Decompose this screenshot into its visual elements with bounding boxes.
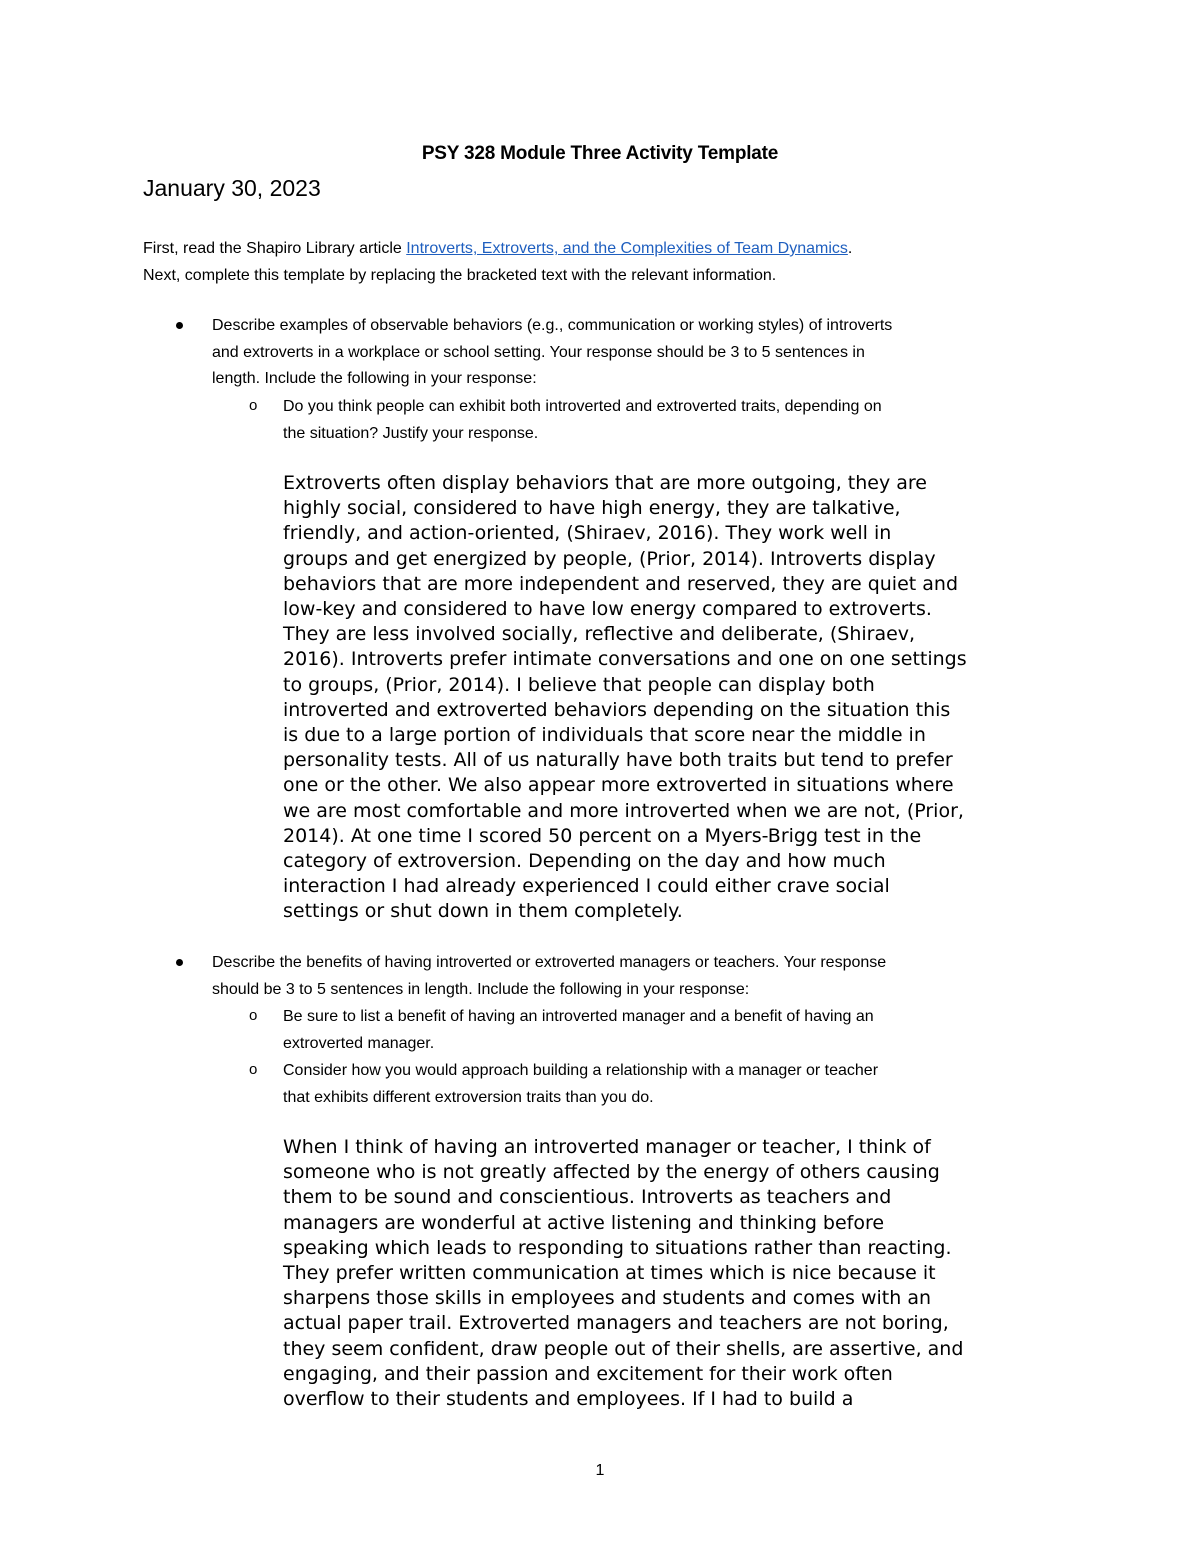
prompt-line: Describe the benefits of having introverted or extroverted managers or teachers. Your response — [212, 954, 887, 971]
page-number: 1 — [595, 1462, 605, 1479]
answer-line: groups and get energized by people, (Prior, 2014). Introverts display — [283, 547, 936, 570]
answer-line: sharpens those skills in employees and students and comes with an — [283, 1287, 932, 1310]
section2-sub-prompt-2 — [283, 1057, 1063, 1111]
sub-bullet-icon: o — [249, 1007, 258, 1024]
prompt-line: and extroverts in a workplace or school setting. Your response should be 3 to 5 sentences in — [212, 343, 865, 361]
answer-line: friendly, and action-oriented, (Shiraev, 2016). They work well in — [283, 522, 892, 545]
answer-line: introverted and extroverted behaviors depending on the situation this — [283, 698, 951, 721]
section1-answer — [283, 471, 1073, 925]
answer-line: When I think of having an introverted manager or teacher, I think of — [283, 1136, 931, 1158]
answer-line: managers are wonderful at active listening and thinking before — [283, 1211, 885, 1234]
intro-suffix: . — [847, 240, 853, 257]
intro-prefix: First, read the Shapiro Library article — [143, 240, 407, 257]
answer-line: they seem confident, draw people out of their shells, are assertive, and — [283, 1337, 964, 1360]
article-link[interactable]: Introverts, Extroverts, and the Complexities of Team Dynamics — [406, 240, 848, 257]
section2-sub-prompt-1 — [283, 1003, 1063, 1057]
document-date: January 30, 2023 — [143, 175, 321, 201]
answer-line: to groups, (Prior, 2014). I believe that people can display both — [283, 673, 875, 696]
section1-sub-prompt — [283, 393, 1063, 447]
sub-prompt-line: Consider how you would approach building a relationship with a manager or teacher — [283, 1062, 879, 1079]
sub-prompt-line: Be sure to list a benefit of having an introverted manager and a benefit of having an — [283, 1008, 874, 1025]
intro-line-2: Next, complete this template by replacing the bracketed text with the relevant information. — [143, 266, 777, 284]
bullet-icon — [176, 322, 183, 329]
answer-line: They prefer written communication at times which is nice because it — [283, 1262, 936, 1285]
answer-line: highly social, considered to have high energy, they are talkative, — [283, 497, 901, 520]
answer-line: category of extroversion. Depending on the day and how much — [283, 850, 886, 873]
section2-answer — [283, 1135, 1073, 1412]
answer-line: one or the other. We also appear more extroverted in situations where — [283, 774, 954, 797]
answer-line: them to be sound and conscientious. Introverts as teachers and — [283, 1186, 892, 1209]
answer-line: we are most comfortable and more introverted when we are not, (Prior, — [283, 799, 964, 822]
answer-line: personality tests. All of us naturally have both traits but tend to prefer — [283, 749, 953, 772]
answer-line: actual paper trail. Extroverted managers and teachers are not boring, — [283, 1312, 949, 1335]
answer-line: 2016). Introverts prefer intimate conversations and one on one settings — [283, 648, 967, 671]
answer-line: They are less involved socially, reflective and deliberate, (Shiraev, — [283, 623, 916, 646]
prompt-line: length. Include the following in your response: — [212, 370, 537, 387]
answer-line: low-key and considered to have low energy compared to extroverts. — [283, 598, 932, 621]
answer-line: interaction I had already experienced I could either crave social — [283, 875, 890, 898]
intro-paragraph — [143, 236, 1063, 289]
sub-prompt-line: the situation? Justify your response. — [283, 425, 539, 442]
sub-bullet-icon: o — [249, 1061, 258, 1078]
prompt-line: Describe examples of observable behaviors (e.g., communication or working styles) of introverts — [212, 317, 893, 334]
answer-line: behaviors that are more independent and reserved, they are quiet and — [283, 572, 959, 595]
section1-prompt — [212, 313, 1072, 393]
sub-prompt-line: Do you think people can exhibit both introverted and extroverted traits, depending on — [283, 398, 882, 415]
answer-line: 2014). At one time I scored 50 percent on a Myers-Brigg test in the — [283, 824, 922, 847]
document-title: PSY 328 Module Three Activity Template — [421, 143, 779, 164]
answer-line: settings or shut down in them completely. — [283, 900, 683, 923]
answer-line: someone who is not greatly affected by the energy of others causing — [283, 1161, 940, 1184]
intro-line-1 — [143, 236, 1063, 263]
prompt-line: should be 3 to 5 sentences in length. Include the following in your response: — [212, 980, 750, 998]
sub-prompt-line: that exhibits different extroversion traits than you do. — [283, 1089, 654, 1106]
answer-line: Extroverts often display behaviors that are more outgoing, they are — [283, 472, 927, 494]
bullet-icon — [176, 959, 183, 966]
sub-prompt-line: extroverted manager. — [283, 1035, 435, 1052]
answer-line: overflow to their students and employees. If I had to build a — [283, 1388, 854, 1411]
answer-line: speaking which leads to responding to situations rather than reacting. — [283, 1236, 952, 1259]
sub-bullet-icon: o — [249, 397, 258, 414]
section2-prompt — [212, 950, 1072, 1003]
answer-line: is due to a large portion of individuals that score near the middle in — [283, 724, 926, 747]
answer-line: engaging, and their passion and excitement for their work often — [283, 1362, 893, 1385]
